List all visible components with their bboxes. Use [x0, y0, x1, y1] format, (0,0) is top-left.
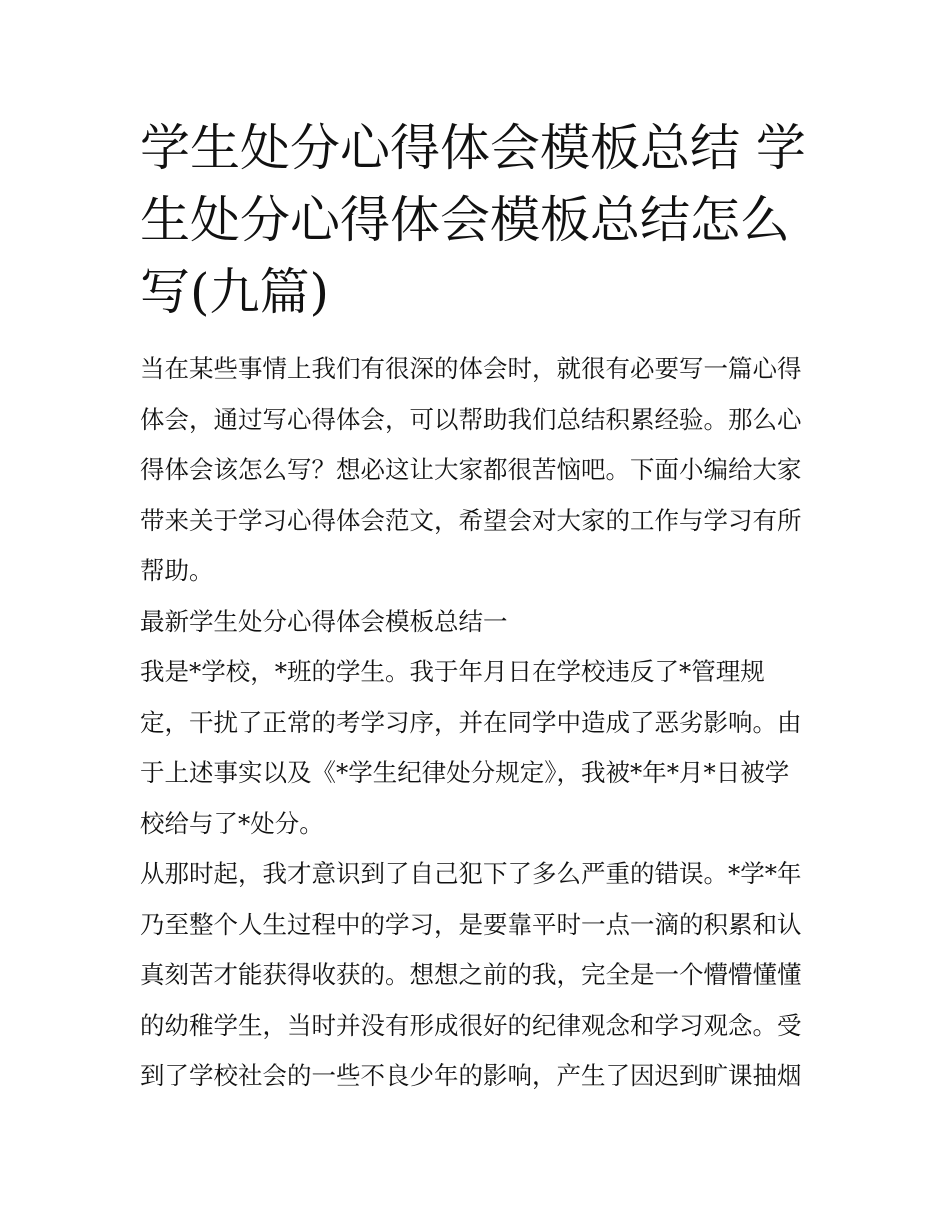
body-text-line: 真刻苦才能获得收获的。想想之前的我，完全是一个懵懵懂懂	[140, 960, 802, 989]
document-content	[140, 112, 812, 1102]
title-line: 写(九篇)	[140, 263, 330, 321]
body-text-line: 校给与了*处分。	[140, 808, 324, 838]
body-text-line: 定，干扰了正常的考学习序，并在同学中造成了恶劣影响。由	[140, 707, 802, 737]
body-text-line: 乃至整个人生过程中的学习，是要靠平时一点一滴的积累和认	[140, 909, 802, 939]
spacer	[140, 328, 812, 344]
body-text-line: 帮助。	[140, 556, 214, 585]
body-text-line: 到了学校社会的一些不良少年的影响，产生了因迟到旷课抽烟	[140, 1061, 802, 1090]
body-text-line: 带来关于学习心得体会范文，希望会对大家的工作与学习有所	[140, 505, 802, 535]
body-text-line: 的幼稚学生，当时并没有形成很好的纪律观念和学习观念。受	[140, 1010, 802, 1040]
body-text-line: 当在某些事情上我们有很深的体会时，就很有必要写一篇心得	[140, 354, 802, 383]
document-body	[140, 344, 812, 1102]
body-text-line: 从那时起，我才意识到了自己犯下了多么严重的错误。*学*年	[140, 859, 802, 888]
body-text-line: 体会，通过写心得体会，可以帮助我们总结积累经验。那么心	[140, 404, 802, 434]
title-line: 学生处分心得体会模板总结 学	[140, 119, 806, 177]
title-line: 生处分心得体会模板总结怎么	[140, 191, 790, 249]
body-text-line: 得体会该怎么写？想必这让大家都很苦恼吧。下面小编给大家	[140, 455, 802, 484]
section-heading: 最新学生处分心得体会模板总结一	[140, 606, 508, 636]
body-text-line: 我是*学校，*班的学生。我于年月日在学校违反了*管理规	[140, 657, 765, 686]
document-title	[140, 112, 812, 328]
body-text-line: 于上述事实以及《*学生纪律处分规定》，我被*年*月*日被学	[140, 758, 790, 787]
